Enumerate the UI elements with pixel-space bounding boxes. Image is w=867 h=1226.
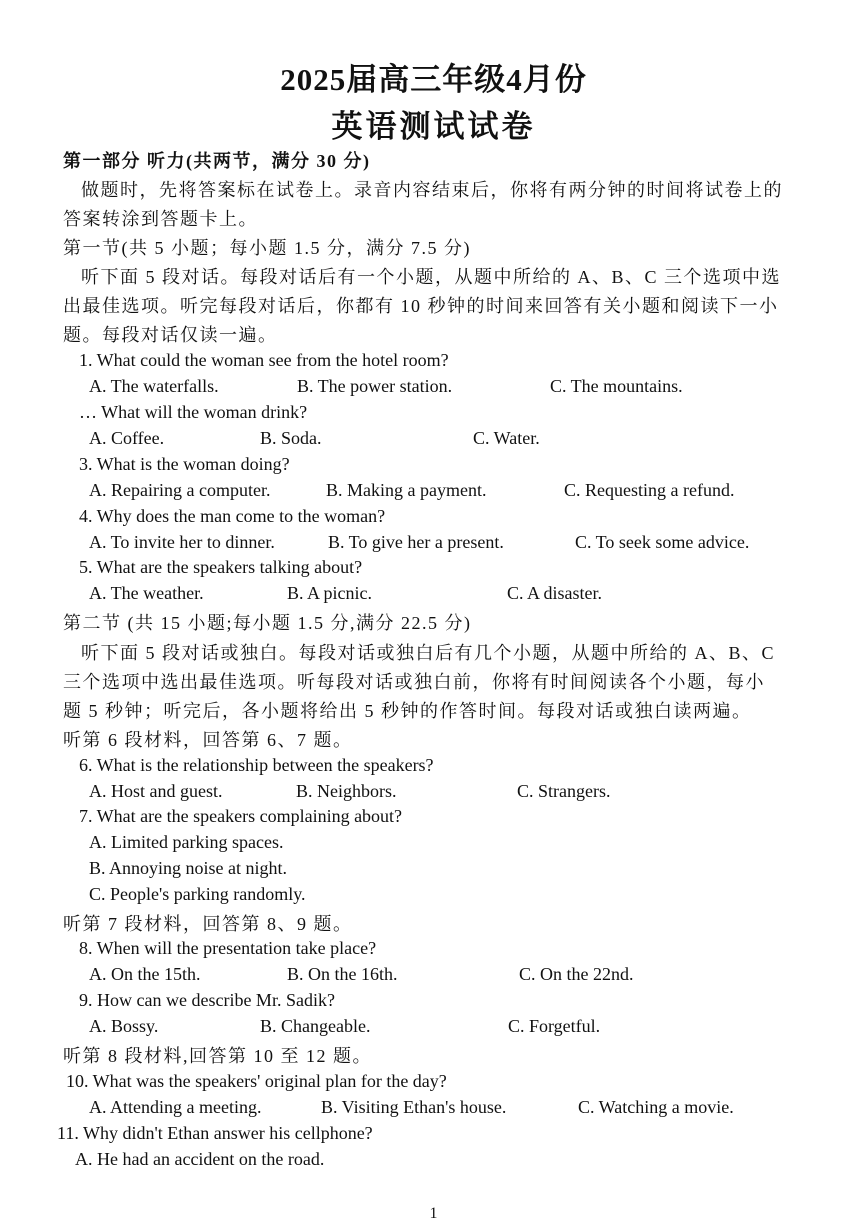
question-7-option-b: B. Annoying noise at night.	[89, 858, 287, 878]
question-4-stem: 4. Why does the man come to the woman?	[79, 506, 386, 526]
section2-heading: 第二节 (共 15 小题;每小题 1.5 分,满分 22.5 分)	[63, 613, 472, 633]
part1-intro-line1: 做题时，先将答案标在试卷上。录音内容结束后，你将有两分钟的时间将试卷上的	[81, 180, 783, 200]
question-8-option-c: C. On the 22nd.	[519, 964, 634, 984]
question-4-option-a: A. To invite her to dinner.	[89, 532, 275, 552]
question-2-stem: … What will the woman drink?	[79, 402, 308, 422]
question-10-option-a: A. Attending a meeting.	[89, 1097, 262, 1117]
question-9-option-b: B. Changeable.	[260, 1016, 371, 1036]
question-5-option-a: A. The weather.	[89, 583, 204, 603]
question-2-option-c: C. Water.	[473, 428, 540, 448]
question-1-option-a: A. The waterfalls.	[89, 376, 219, 396]
section1-instr-line1: 听下面 5 段对话。每段对话后有一个小题，从题中所给的 A、B、C 三个选项中选	[81, 267, 782, 287]
question-2-option-b: B. Soda.	[260, 428, 322, 448]
question-10-option-b: B. Visiting Ethan's house.	[321, 1097, 507, 1117]
question-7-stem: 7. What are the speakers complaining about?	[79, 806, 403, 826]
question-5-stem: 5. What are the speakers talking about?	[79, 557, 363, 577]
question-9-stem: 9. How can we describe Mr. Sadik?	[79, 990, 335, 1010]
material-6-note: 听第 6 段材料，回答第 6、7 题。	[63, 730, 353, 750]
question-1-option-c: C. The mountains.	[550, 376, 683, 396]
question-5-option-b: B. A picnic.	[287, 583, 372, 603]
question-10-option-c: C. Watching a movie.	[578, 1097, 734, 1117]
question-3-option-c: C. Requesting a refund.	[564, 480, 735, 500]
question-2-option-a: A. Coffee.	[89, 428, 165, 448]
question-3-option-b: B. Making a payment.	[326, 480, 487, 500]
question-10-stem: 10. What was the speakers' original plan for the day?	[66, 1071, 447, 1091]
question-11-stem: 11. Why didn't Ethan answer his cellphone?	[57, 1123, 373, 1143]
page-number: 1	[429, 1205, 438, 1222]
question-11-option-a: A. He had an accident on the road.	[75, 1149, 325, 1169]
section2-instr-line1: 听下面 5 段对话或独白。每段对话或独白后有几个小题，从题中所给的 A、B、C	[81, 643, 776, 663]
part1-heading: 第一部分 听力(共两节，满分 30 分)	[63, 151, 371, 171]
question-1-option-b: B. The power station.	[297, 376, 453, 396]
question-8-stem: 8. When will the presentation take place?	[79, 938, 377, 958]
part1-intro-line2: 答案转涂到答题卡上。	[63, 209, 258, 229]
question-8-option-a: A. On the 15th.	[89, 964, 201, 984]
question-3-stem: 3. What is the woman doing?	[79, 454, 290, 474]
material-7-note: 听第 7 段材料，回答第 8、9 题。	[63, 914, 353, 934]
question-1-stem: 1. What could the woman see from the hotel room?	[79, 350, 449, 370]
question-4-option-b: B. To give her a present.	[328, 532, 504, 552]
section1-instr-line2: 出最佳选项。听完每段对话后，你都有 10 秒钟的时间来回答有关小题和阅读下一小	[63, 296, 779, 316]
material-8-note: 听第 8 段材料,回答第 10 至 12 题。	[63, 1046, 372, 1066]
exam-title: 2025届高三年级4月份	[280, 62, 587, 97]
question-9-option-c: C. Forgetful.	[508, 1016, 601, 1036]
question-4-option-c: C. To seek some advice.	[575, 532, 750, 552]
section2-instr-line2: 三个选项中选出最佳选项。听每段对话或独白前，你将有时间阅读各个小题，每小	[63, 672, 765, 692]
section1-heading: 第一节(共 5 小题；每小题 1.5 分，满分 7.5 分)	[63, 238, 471, 258]
question-5-option-c: C. A disaster.	[507, 583, 603, 603]
question-3-option-a: A. Repairing a computer.	[89, 480, 271, 500]
section1-instr-line3: 题。每段对话仅读一遍。	[63, 325, 278, 345]
exam-subtitle: 英语测试试卷	[331, 109, 536, 144]
question-6-option-a: A. Host and guest.	[89, 781, 223, 801]
question-9-option-a: A. Bossy.	[89, 1016, 159, 1036]
question-7-option-a: A. Limited parking spaces.	[89, 832, 284, 852]
question-6-option-b: B. Neighbors.	[296, 781, 397, 801]
question-6-option-c: C. Strangers.	[517, 781, 611, 801]
question-8-option-b: B. On the 16th.	[287, 964, 398, 984]
section2-instr-line3: 题 5 秒钟；听完后，各小题将给出 5 秒钟的作答时间。每段对话或独白读两遍。	[63, 701, 752, 721]
question-7-option-c: C. People's parking randomly.	[89, 884, 306, 904]
question-6-stem: 6. What is the relationship between the speakers?	[79, 755, 434, 775]
